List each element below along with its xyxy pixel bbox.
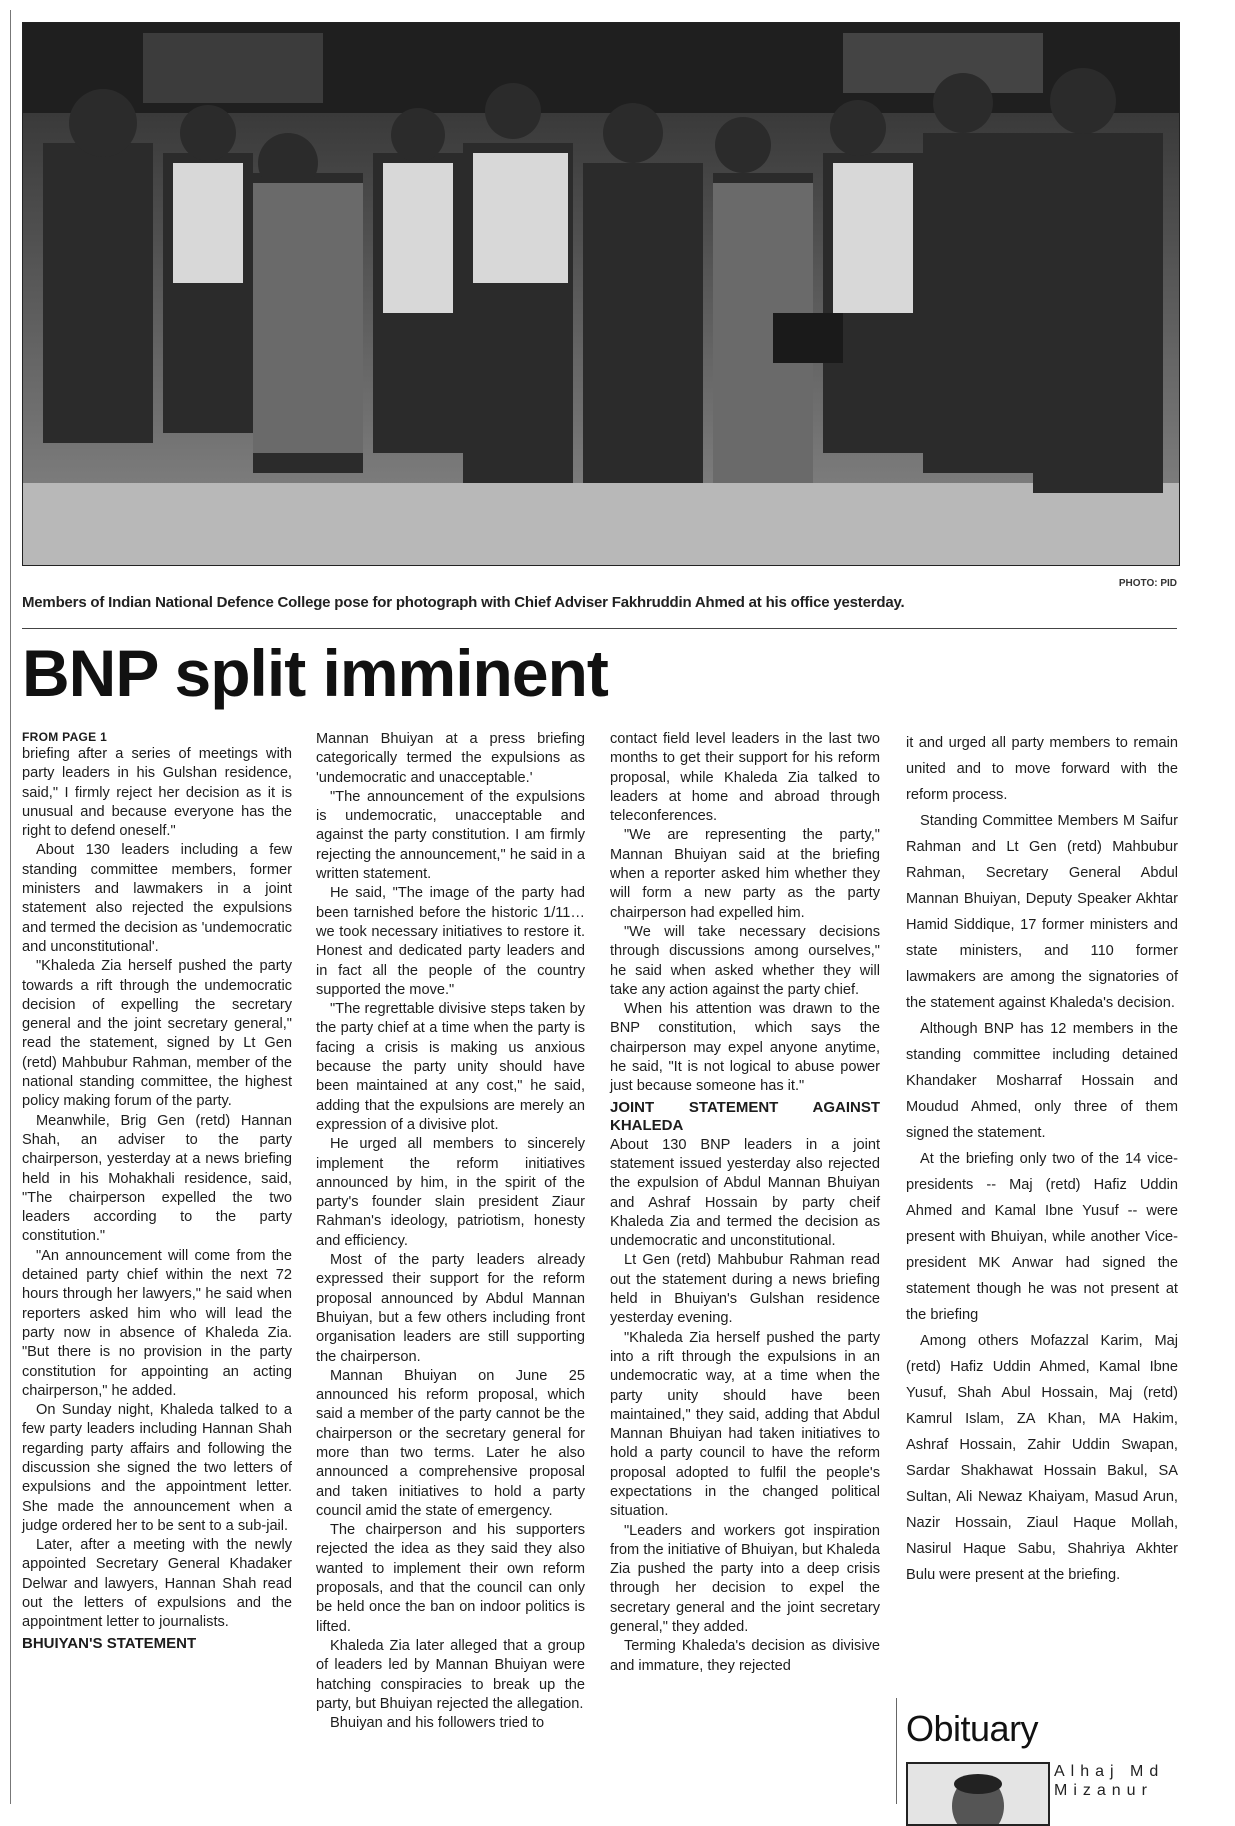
paragraph: He said, "The image of the party had been tarnished before the historic 1/11…we took necessary initiatives to restore it. Honest and dedicated party leaders and in fact all the people of the country supported the move.": [316, 885, 585, 998]
kicker: FROM PAGE 1: [22, 730, 108, 744]
obituary-heading: Obituary: [906, 1708, 1039, 1749]
paragraph: About 130 leaders including a few standing committee members, former ministers and lawmakers in a joint statement also rejected the expulsions and termed the decision as 'undemocratic and unconstitutional'.: [22, 842, 292, 955]
paragraph: "Khaleda Zia herself pushed the party towards a rift through the undemocratic decision of expelling the secretary general and the joint secretary general," read the statement, signed by Lt Gen (retd) Mahbubur Rahman, member of the national standing committee, the highest policy making forum of the party.: [22, 958, 292, 1110]
paragraph: Khaleda Zia later alleged that a group of leaders led by Mannan Bhuiyan were hatching conspiracies to break up the party, but Bhuiyan rejected the allegation.: [316, 1637, 585, 1712]
group-photo: [22, 22, 1180, 566]
article-column-2: [316, 730, 585, 1733]
paragraph: When his attention was drawn to the BNP constitution, which says the chairperson may expel anyone anytime, he said, "It is not logical to abuse power just because someone has it.": [610, 1001, 880, 1095]
paragraph: Most of the party leaders already expressed their support for the reform proposal announced by Abdul Mannan Bhuiyan, but a few others including front organisation leaders are still supporting the chairperson.: [316, 1252, 585, 1365]
paragraph: "We will take necessary decisions through discussions among ourselves," he said when asked whether they will take any action against the party chief.: [610, 923, 880, 998]
subhead-joint-statement: JOINT STATEMENT AGAINST KHALEDA: [610, 1098, 880, 1134]
subhead-bhuiyan-statement: BHUIYAN'S STATEMENT: [22, 1634, 197, 1652]
paragraph: Later, after a meeting with the newly appointed Secretary General Khadaker Delwar and lawyers, Hannan Shah read out the letters of expulsions and the appointment letter to journalists.: [22, 1537, 292, 1631]
paragraph: "Khaleda Zia herself pushed the party into a rift through the expulsions in an undemocratic way, at a time when the party unity should have been maintained," they said, adding that Abdul Mannan Bhuiyan had taken initiatives to hold a party council to have the reform proposal adopted to fulfil the people's expectations in the changed political situation.: [610, 1329, 880, 1520]
paragraph: Among others Mofazzal Karim, Maj (retd) Hafiz Uddin Ahmed, Kamal Ibne Yusuf, Shah Abul Hossain, Maj (retd) Kamrul Islam, ZA Khan, MA Hakim, Ashraf Hossain, Zahir Uddin Swapan, Sardar Shakhawat Hossain Bakul, SA Sultan, Ali Newaz Khaiyam, Masud Arun, Nazir Hossain, Ziaul Haque Mollah, Nasirul Haque Sabu, Shahriya Akhter Bulu were present at the briefing.: [906, 1333, 1178, 1583]
article-column-1: [22, 730, 292, 1654]
paragraph: On Sunday night, Khaleda talked to a few party leaders including Hannan Shah regarding party affairs and following the discussion she signed the two letters of expulsions and the appointment letter. She made the announcement when a judge ordered her to be sent to a sub-jail.: [22, 1402, 292, 1534]
paragraph: Although BNP has 12 members in the standing committee including detained Khandaker Mosharraf Hossain and Moudud Ahmed, only three of them signed the statement.: [906, 1021, 1178, 1141]
obituary-name-line-1: Alhaj Md: [1054, 1763, 1165, 1780]
caption-divider: [22, 628, 1177, 629]
paragraph: it and urged all party members to remain united and to move forward with the reform process.: [906, 735, 1178, 803]
photo-credit: PHOTO: PID: [1118, 578, 1177, 589]
obituary-name-line-2: Mizanur: [1054, 1782, 1153, 1799]
paragraph: "An announcement will come from the detained party chief within the next 72 hours through her lawyers," he said when reporters asked him who will lead the party now in absence of Khaleda Zia. "But there is no provision in the party constitution for appointing an acting chairperson," he added.: [22, 1247, 292, 1399]
paragraph: "The regrettable divisive steps taken by the party chief at a time when the party is facing a crisis is making us anxious because the party unity should have been maintained at any cost," he said, adding that the expulsions are merely an expression of a divisive plot.: [316, 1001, 585, 1133]
headline: BNP split imminent: [22, 636, 608, 710]
article-column-3: [610, 730, 880, 1676]
paragraph: He urged all members to sincerely implement the reform initiatives announced by him, in the spirit of the party's founder slain president Ziaur Rahman's ideology, patriotism, honesty and efficiency.: [316, 1136, 585, 1249]
paragraph: briefing after a series of meetings with party leaders in his Gulshan residence, said," I firmly reject her decision as it is unusual and because everyone has the right to defend oneself.": [22, 746, 292, 840]
paragraph: "We are representing the party," Mannan Bhuiyan said at the briefing when a reporter asked him whether they will form a new party as the party chairperson had expelled him.: [610, 827, 880, 921]
article-column-4: [906, 730, 1178, 1588]
paragraph: Mannan Bhuiyan on June 25 announced his reform proposal, which said a member of the party cannot be the chairperson or the secretary general for more than two terms. Later he also announced a comprehensive proposal and taken initiatives to hold a party council amid the state of emergency.: [316, 1367, 585, 1519]
obituary-name: [1054, 1762, 1178, 1800]
paragraph: "The announcement of the expulsions is undemocratic, unacceptable and against the party constitution. I am firmly rejecting the announcement," he said in a written statement.: [316, 788, 585, 883]
photo-caption: Members of Indian National Defence College pose for photograph with Chief Adviser Fakhruddin Ahmed at his office yesterday.: [22, 594, 905, 611]
obituary-portrait: [906, 1762, 1050, 1826]
paragraph: The chairperson and his supporters rejected the idea as they said they also wanted to implement their own reform proposals, and that the council can only be held once the ban on indoor politics is lifted.: [316, 1522, 585, 1635]
paragraph: At the briefing only two of the 14 vice-presidents -- Maj (retd) Hafiz Uddin Ahmed and Kamal Ibne Yusuf -- were present with Bhuiyan, while another Vice-president MK Anwar had signed the statement though he was not present at the briefing: [906, 1151, 1178, 1323]
paragraph: Bhuiyan and his followers tried to: [330, 1715, 545, 1732]
obituary-divider: [896, 1698, 897, 1804]
paragraph: Meanwhile, Brig Gen (retd) Hannan Shah, an adviser to the party chairperson, yesterday at a news briefing held in his Mohakhali residence, said, "The chairperson expelled the two leaders according to the party constitution.": [22, 1112, 292, 1245]
group-photo-illustration: [23, 23, 1179, 565]
paragraph: About 130 BNP leaders in a joint statement issued yesterday also rejected the expulsion of Abdul Mannan Bhuiyan and Ashraf Hossain by party cheif Khaleda Zia and termed the decision as undemocratic and unconstitutional.: [610, 1136, 880, 1250]
paragraph: contact field level leaders in the last two months to get their support for his reform proposal, while Khaleda Zia talked to leaders at home and abroad through teleconferences.: [610, 731, 880, 825]
paragraph: Lt Gen (retd) Mahbubur Rahman read out the statement during a news briefing held in Bhuiyan's Gulshan residence yesterday evening.: [610, 1252, 880, 1327]
page-left-rule: [10, 10, 11, 1804]
paragraph: Mannan Bhuiyan at a press briefing categorically termed the expulsions as 'undemocratic and unacceptable.': [316, 731, 585, 786]
paragraph: "Leaders and workers got inspiration from the initiative of Bhuiyan, but Khaleda Zia pushed the party into a deep crisis through her decision to expel the secretary general and the joint secretary general," they added.: [610, 1522, 880, 1636]
portrait-illustration: [908, 1764, 1048, 1824]
paragraph: Terming Khaleda's decision as divisive and immature, they rejected: [610, 1638, 880, 1674]
paragraph: Standing Committee Members M Saifur Rahman and Lt Gen (retd) Mahbubur Rahman, Secretary General Abdul Mannan Bhuiyan, Deputy Speaker Akhtar Hamid Siddique, 17 former ministers and state ministers, and 110 former lawmakers are among the signatories of the statement against Khaleda's decision.: [906, 813, 1178, 1011]
